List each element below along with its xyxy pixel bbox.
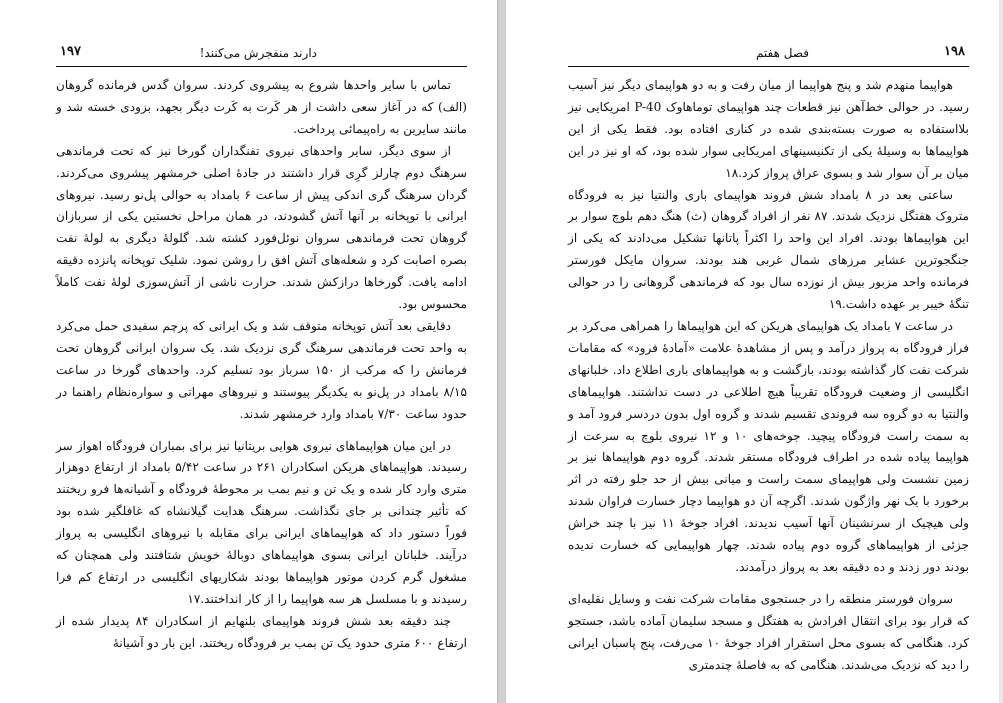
page-number: ۱۹۷ bbox=[60, 44, 81, 59]
paragraph: در این میان هواپیماهای نیروی هوایی بریتانیا نیز برای بمباران فرودگاه اهواز سر رسیدند. هواپیماهای هریکن اسکادران ۲۶۱ در ساعت ۵/۴۲ بامداد از ارتفاع دوهزار متری وارد کار شده و یک تن و نیم بمب بر محوطهٔ فرودگاه و آشیانه‌ها فرو ریختند که تأثیر چندانی بر جای نگذاشت. سرهنگ هدایت گیلانشاه که غافلگیر شده بود فوراً دستور داد که هواپیماهای ایرانی برای مقابله با نیروهای انگلیسی به پرواز درآیند. خلبانان ایرانی بسوی هواپیماهای دوبالهٔ خویش شتافتند ولی همچنان که مشغول گرم کردن موتور هواپیماها بودند شکاریهای انگلیسی در ارتفاع کم فرا رسیدند و با مسلسل هر سه هواپیما را از کار انداختند.۱۷ bbox=[56, 438, 467, 606]
running-head bbox=[568, 38, 969, 67]
page-gutter bbox=[497, 0, 506, 703]
page-body bbox=[56, 75, 467, 655]
page-body bbox=[568, 75, 969, 676]
paragraph: چند دقیقه بعد شش فروند هواپیمای بلنهایم از اسکادران ۸۴ پدیدار شده از ارتفاع ۶۰۰ متری حدود یک تن بمب بر فرودگاه ریختند. این بار دو آشیانهٔ bbox=[56, 613, 467, 650]
page-197 bbox=[0, 0, 497, 703]
scrollbar[interactable] bbox=[999, 0, 1003, 703]
page-198 bbox=[506, 0, 1003, 703]
paragraph: ساعتی بعد در ۸ بامداد شش فروند هواپیمای باری والنتیا نیز به فرودگاه متروک هفتگل نزدیک شدند. ۸۷ نفر از افراد گروهان (ث) هنگ دهم بلوچ سوار بر این هواپیماها بودند. افراد این واحد را اکثراً پاتانها تشکیل می‌دادند که یکی از جنگجوترین عشایر مرزهای شمال غربی هند بودند. سروان مایکل فورستر فرمانده واحد مزبور بیش از نوزده سال بود که فرماندهی گروهانی را در حوالی تنگهٔ خیبر بر عهده داشت.۱۹ bbox=[568, 187, 969, 312]
paragraph: سروان فورستر منطقه را در جستجوی مقامات شرکت نفت و وسایل نقلیه‌ای که قرار بود برای انتقال افرادش به هفتگل و مسجد سلیمان آماده باشد، جستجو کرد. هنگامی که بسوی محل استقرار افراد جوخهٔ ۱۰ می‌رفت، پنج پاسبان ایرانی را دید که نزدیک می‌شدند. هنگامی که به فاصلهٔ چندمتری bbox=[568, 591, 969, 672]
book-title: دارند منفجرش می‌کنند! bbox=[199, 46, 317, 60]
page-number: ۱۹۸ bbox=[944, 44, 965, 59]
chapter-title: فصل هفتم bbox=[755, 46, 809, 60]
paragraph: از سوی دیگر، سایر واحدهای نیروی تفنگداران گورخا نیز که تحت فرماندهی سرهنگ دوم چارلز گرِی قرار داشتند در جادهٔ اصلی خرمشهر پیشروی می‌کردند. گردان سرهنگ گری اندکی پیش از ساعت ۶ بامداد به حوالی پل‌نو رسید. نیروهای ایرانی با توپخانه بر آنها آتش گشودند، در همان مراحل نخستین یکی از سربازان گروهان تحت فرماندهی سروان نوئل‌فورد کشته شد. گلولهٔ دیگری به لولهٔ نفت بصره اصابت کرد و شعله‌های آتش افق را روشن نمود. شلیک توپخانه پانزده دقیقه ادامه یافت. گورخاها درازکش شدند. حرارت ناشی از آتش‌سوزی لولهٔ نفت کاملاً محسوس بود. bbox=[56, 143, 467, 312]
paragraph: دقایقی بعد آتش توپخانه متوقف شد و یک ایرانی که پرچم سفیدی حمل می‌کرد به واحد تحت فرماندهی سرهنگ گری نزدیک شد. یک سروان ایرانی گروهان تحت فرمانش را که مرکب از ۱۵۰ سرباز بود تسلیم کرد. واحدهای گورخا در ساعت ۸/۱۵ بامداد در پل‌نو به یکدیگر پیوستند و نیروهای مهراتی و سواره‌نظام راهنما در حدود ساعت ۷/۳۰ بامداد وارد خرمشهر شدند. bbox=[56, 318, 467, 421]
running-head bbox=[56, 38, 467, 67]
paragraph: تماس با سایر واحدها شروع به پیشروی کردند. سروان گدس فرمانده گروهان (الف) که در آغاز سعی داشت از هر کَرت به کَرت دیگر بجهد، بزودی خسته شد و مانند سایرین به راه‌پیمائی پرداخت. bbox=[56, 78, 467, 136]
paragraph: در ساعت ۷ بامداد یک هواپیمای هریکن که این هواپیماها را همراهی می‌کرد بر فراز فرودگاه به پرواز درآمد و پس از مشاهدهٔ علامت «آمادهٔ فرود» که مقامات شرکت نفت کار گذاشته بودند، بازگشت و به هواپیماهای باری اطلاع داد. خلبانهای انگلیسی از وضعیت فرودگاه تقریباً هیچ اطلاعی در دست نداشتند. هواپیماهای والنتیا به دو گروه سه فروندی تقسیم شدند و گروه اول بدون دردسر فرود آمد و به سمت راست فرودگاه پیچید. جوخه‌های ۱۰ و ۱۲ نیروی بلوچ به سرعت از هواپیما پیاده شده در اطراف فرودگاه مستقر شدند. گروه دوم هواپیماها نیز بر زمین نشست ولی هواپیمای سمت راست و میانی بیش از حد جلو رفته در اثر برخورد با یک نهر واژگون شدند. اگرچه آن دو هواپیما دچار خسارت فراوان شدند ولی هیچیک از سرنشینان آنها آسیب ندیدند. افراد جوخهٔ ۱۱ نیز با چند خراش جزئی از هواپیماهای گروه دوم پیاده شدند. چهار هواپیمایی که خسارت ندیده بودند دور زدند و ده دقیقه بعد به پرواز درآمدند. bbox=[568, 318, 969, 574]
paragraph: هواپیما منهدم شد و پنج هواپیما از میان رفت و به دو هواپیمای دیگر نیز آسیب رسید. در حوالی خط‌آهن نیز قطعات چند هواپیمای توماهاوک P-40 امریکایی نیز بلااستفاده به صورت بسته‌بندی شده در کناری افتاده بود. فقط یکی از این هواپیماها به وسیلهٔ یکی از تکنیسینهای امریکایی سوار شده بود، که او نیز در این میان بر آن سوار شد و بسوی عراق پرواز کرد.۱۸ bbox=[568, 78, 969, 180]
